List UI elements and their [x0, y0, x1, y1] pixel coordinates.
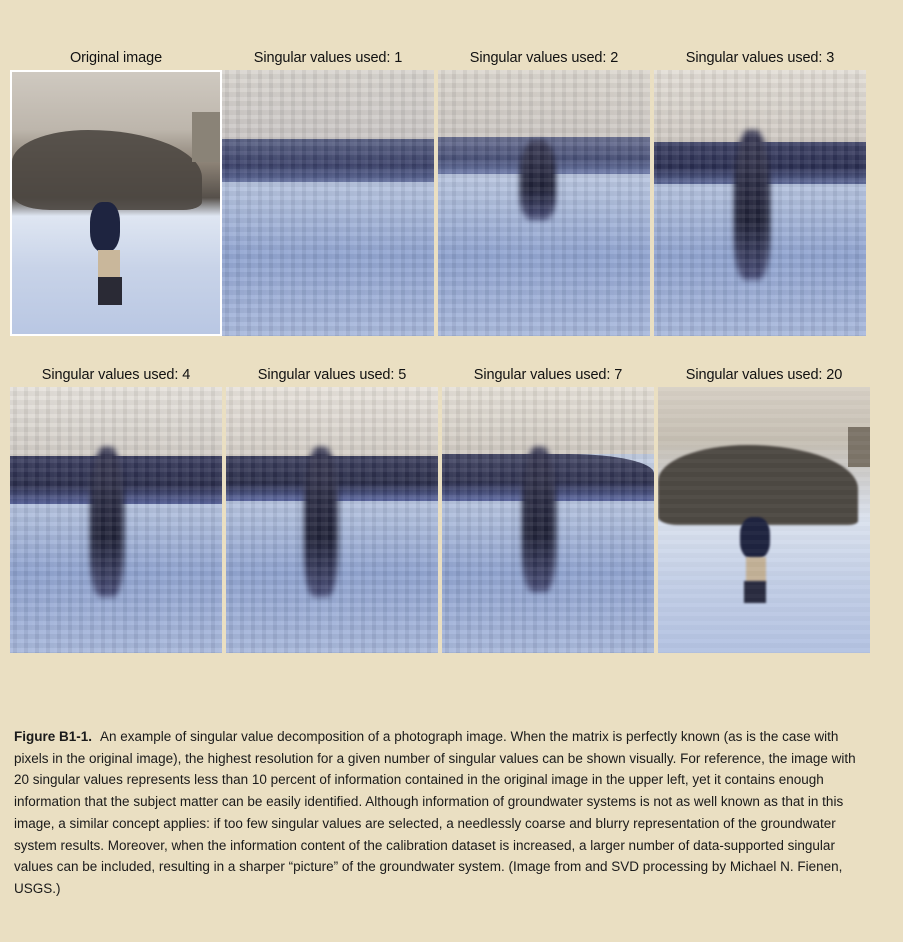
- svd-image-2: [438, 70, 650, 336]
- caption-text: An example of singular value decomposition of a photograph image. When the matrix is perfectly known (as is the case with pixels in the original image), the highest resolution for a given number of singular values can be shown visually. For reference, the image with 20 singular values represents less than 10 percent of information contained in the original image in the upper left, yet it contains enough information that the subject matter can be easily identified. Although information of groundwater systems is not as well known as that in this image, a similar concept applies: if too few singular values are selected, a needlessly coarse and blurry representation of the groundwater system results. Moreover, when the information content of the calibration dataset is increased, a larger number of data-supported singular values can be included, resulting in a sharper “picture” of the groundwater system. (Image from and SVD processing by Michael N. Fienen, USGS.): [14, 729, 856, 896]
- svd-image-3: [654, 70, 866, 336]
- panel-title: Singular values used: 5: [257, 367, 407, 383]
- svd-image-4: [10, 387, 222, 653]
- svd-image-5: [226, 387, 438, 653]
- panel-title: Singular values used: 3: [685, 50, 835, 66]
- svd-image-20: [658, 387, 870, 653]
- panel-title: Original image: [69, 50, 163, 66]
- figure-label: Figure B1-1.: [14, 729, 93, 744]
- svd-image-1: [222, 70, 434, 336]
- panel-title: Singular values used: 20: [685, 367, 843, 383]
- svd-image-7: [442, 387, 654, 653]
- panel-title: Singular values used: 1: [253, 50, 403, 66]
- original-photo: [10, 70, 222, 336]
- panel-title: Singular values used: 7: [473, 367, 623, 383]
- panel-title: Singular values used: 2: [469, 50, 619, 66]
- panel-title: Singular values used: 4: [41, 367, 191, 383]
- figure-caption: [14, 726, 864, 900]
